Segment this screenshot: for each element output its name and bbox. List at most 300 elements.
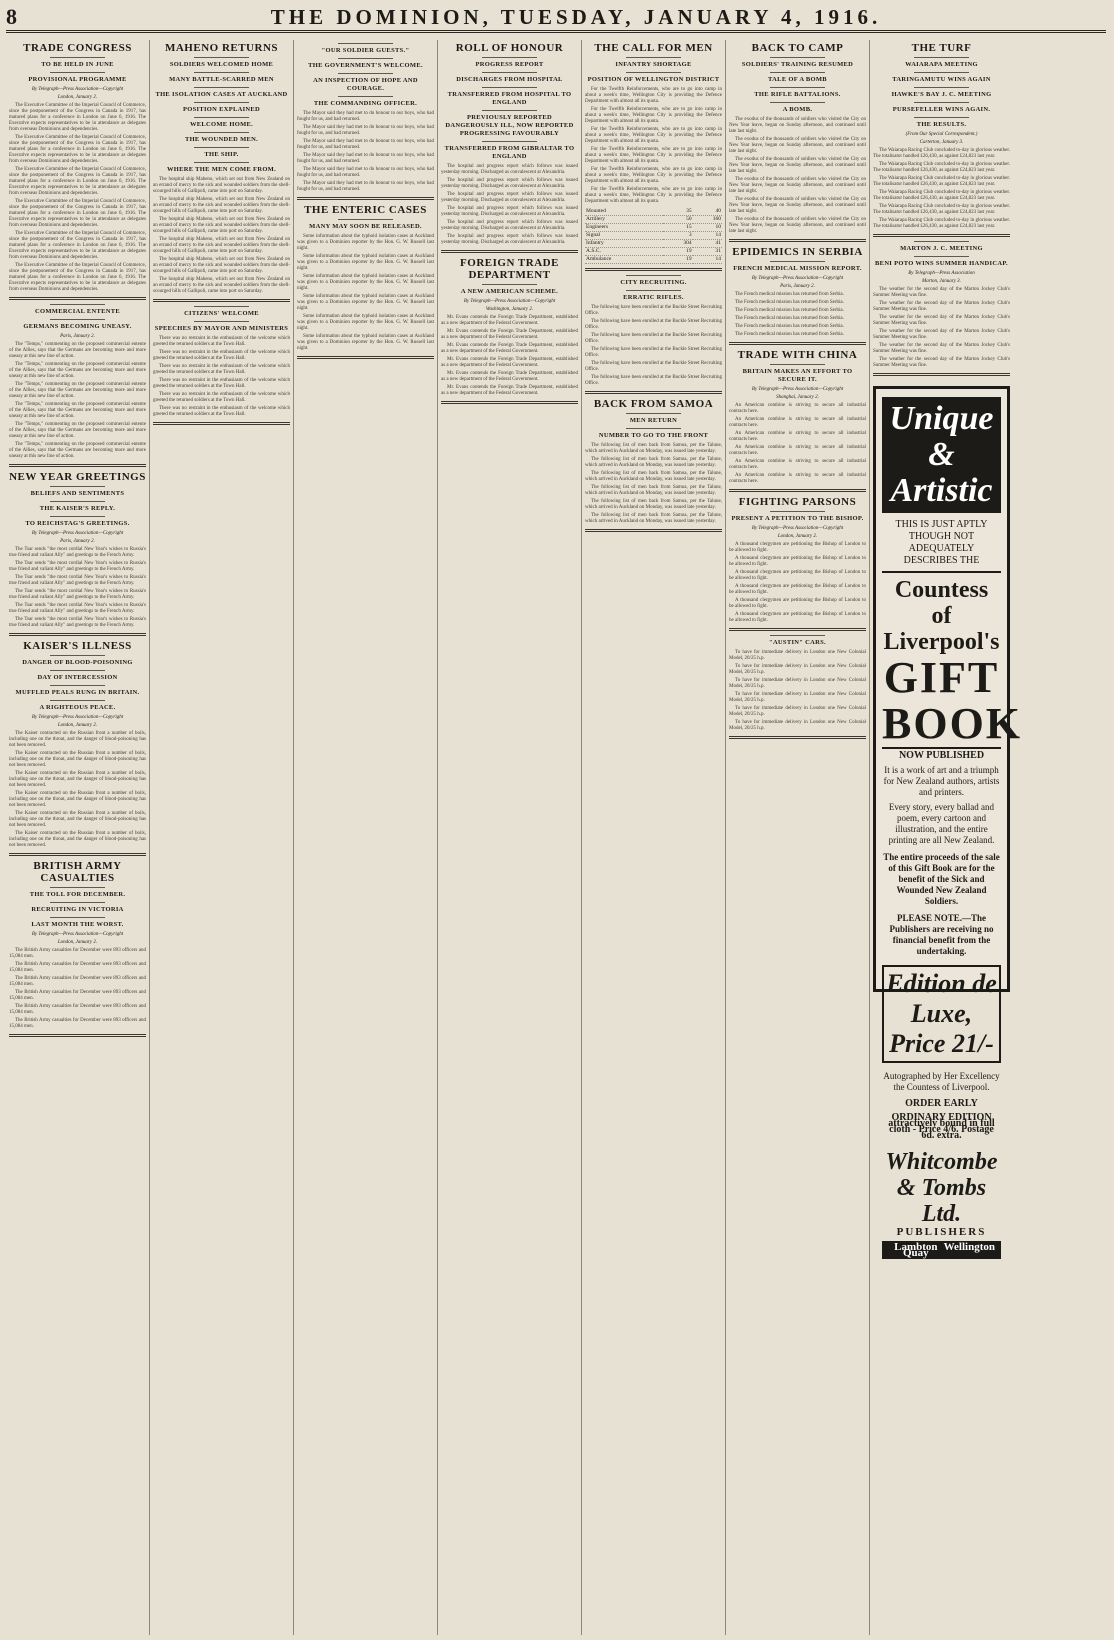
- article: [9, 304, 146, 460]
- divider-rule: [338, 219, 393, 220]
- article: [297, 43, 434, 193]
- article-subheading: COMMERCIAL ENTENTE: [34, 308, 121, 315]
- article-body: The Kaiser contracted on the Russian front a number of boils, including one on the throat, and the danger of blood-poisoning has not been removed.: [9, 731, 146, 748]
- article-subheading: A NEW AMERICAN SCHEME.: [460, 288, 559, 295]
- article-subheading: THE KAISER'S REPLY.: [39, 505, 116, 512]
- article-subheading: FRENCH MEDICAL MISSION REPORT.: [733, 265, 862, 272]
- article-body: The British Army casualties for December were 893 officers and 15,084 men.: [9, 1004, 146, 1015]
- article-subheading: HAWKE'S BAY J. C. MEETING: [891, 91, 992, 98]
- secured-value: 160: [693, 216, 722, 224]
- article-body: The French medical mission has returned from Serbia.: [735, 324, 844, 329]
- article-body: There was no restraint in the enthusiasm of the welcome which greeted the returned soldiers at the Town Hall.: [153, 336, 290, 347]
- article: [441, 257, 578, 397]
- divider-rule: [50, 887, 105, 888]
- article-subheading: DISCHARGES FROM HOSPITAL: [456, 76, 563, 83]
- article-heading: KAISER'S ILLNESS: [23, 640, 132, 652]
- article-body: The following have been enrolled at the Buckle Street Recruiting Office.: [585, 319, 722, 330]
- quota-row: [585, 224, 722, 232]
- section-divider: [9, 464, 146, 467]
- ad-text: Every story, every ballad and poem, every cartoon and illustration, and the entire printing are all New Zealand.: [888, 802, 995, 845]
- article-body: The following list of men back from Samoa, per the Talune, which arrived in Auckland on Monday, was issued late yesterday.: [585, 471, 722, 482]
- article: [9, 860, 146, 1030]
- byline: By Telegraph—Press Association—Copyright: [31, 87, 124, 92]
- column-5: [582, 40, 726, 1635]
- article-body: The "Temps," commenting on the proposed commercial entente of the Allies, says that the Germans are becoming more and more uneasy at this new line of action.: [9, 402, 146, 419]
- section-divider: [729, 342, 866, 345]
- dateline: Shanghai, January 2.: [776, 395, 819, 400]
- article-body: The Mayor said they had met to do honour to our boys, who had fought for us, and had returned.: [297, 181, 434, 192]
- article: [729, 246, 866, 338]
- article-subheading: ERRATIC RIFLES.: [623, 294, 684, 301]
- section-divider: [585, 391, 722, 394]
- section-divider: [297, 197, 434, 200]
- divider-rule: [482, 72, 537, 73]
- article-body: The following list of men back from Samoa, per the Talune, which arrived in Auckland on Monday, was issued late yesterday.: [585, 457, 722, 468]
- article-body: The Mayor said they had met to do honour to our boys, who had fought for us, and had returned.: [297, 125, 434, 136]
- article-body: The following list of men back from Samoa, per the Talune, which arrived in Auckland on Monday, was issued late yesterday.: [585, 485, 722, 496]
- article-body: The exodus of the thousands of soldiers who visited the City on New Year leave, began on Sunday afternoon, and continued until late last night.: [729, 177, 866, 194]
- article-body: A thousand clergymen are petitioning the Bishop of London to be allowed to fight.: [729, 612, 866, 623]
- article-body: The following list of men back from Samoa, per the Talune, which arrived in Auckland on Monday, was issued late yesterday.: [585, 513, 722, 524]
- article-subheading: NUMBER TO GO TO THE FRONT: [598, 432, 709, 439]
- article-subheading: BENI POTO WINS SUMMER HANDICAP.: [875, 260, 1008, 267]
- article-body: The hospital ship Maheno, which set out from New Zealand on an errand of mercy to the sick and wounded soldiers from the shell-scourged hills of Gallipoli, came into port on Saturday.: [153, 217, 290, 234]
- article-heading: MAHENO RETURNS: [164, 42, 279, 54]
- article-body: The weather for the second day of the Marton Jockey Club's Summer Meeting was fine.: [873, 329, 1010, 340]
- quota-row: [585, 256, 722, 264]
- article-body: The exodus of the thousands of soldiers who visited the City on New Year leave, began on Sunday afternoon, and continued until late last night.: [729, 217, 866, 234]
- article-body: The Executive Committee of the Imperial Council of Commerce, since the postponement of the Congress in Canada in 1917, has matured plans for a conference in London on June 6, 1916. The Executive expects representatives to be in attendance as delegates from overseas Dominions and dependencies.: [9, 135, 146, 164]
- divider-rule: [50, 670, 105, 671]
- article-body: The hospital and progress report which follows was issued yesterday morning. Discharged as convalescent at Alexandria.: [441, 192, 578, 203]
- divider-rule: [194, 117, 249, 118]
- quota-row: [585, 240, 722, 248]
- section-divider: [9, 297, 146, 300]
- article-body: Some information about the typhoid isolation cases at Auckland was given to a Dominion reporter by the Hon. G. W. Russell last night.: [297, 254, 434, 271]
- article-subheading: BRITAIN MAKES AN EFFORT TO SECURE IT.: [742, 368, 853, 383]
- article-subheading: INFANTRY SHORTAGE: [615, 61, 692, 68]
- article-body: There was no restraint in the enthusiasm of the welcome which greeted the returned soldiers at the Town Hall.: [153, 350, 290, 361]
- divider-rule: [50, 917, 105, 918]
- article-subheading: THE COMMANDING OFFICER.: [313, 100, 418, 107]
- section-divider: [585, 268, 722, 271]
- article-body: The Mayor said they had met to do honour to our boys, who had fought for us, and had returned.: [297, 111, 434, 122]
- byline: By Telegraph—Press Association—Copyright: [31, 531, 124, 536]
- divider-rule: [194, 72, 249, 73]
- divider-rule: [626, 72, 681, 73]
- divider-rule: [50, 685, 105, 686]
- article-body: The weather for the second day of the Marton Jockey Club's Summer Meeting was fine.: [873, 315, 1010, 326]
- divider-rule: [482, 87, 537, 88]
- article-body: The Executive Committee of the Imperial Council of Commerce, since the postponement of the Congress in Canada in 1917, has matured plans for a conference in London on June 6, 1916. The Executive expects representatives to be in attendance as delegates from overseas Dominions and dependencies.: [9, 199, 146, 228]
- article-subheading: TRANSFERRED FROM GIBRALTAR TO ENGLAND: [444, 145, 575, 160]
- article: [873, 241, 1010, 369]
- quota-value: 50: [663, 216, 692, 224]
- divider-rule: [770, 57, 825, 58]
- article-body: The Executive Committee of the Imperial Council of Commerce, since the postponement of the Congress in Canada in 1917, has matured plans for a conference in London on June 6, 1916. The Executive expects representatives to be in attendance as delegates from overseas Dominions and dependencies.: [9, 167, 146, 196]
- article-body: The French medical mission has returned from Serbia.: [735, 300, 844, 305]
- dateline: London, January 2.: [57, 940, 98, 945]
- quota-arm: Engineers: [585, 224, 663, 232]
- article-subheading: TO BE HELD IN JUNE: [41, 61, 114, 68]
- article-subheading: MEN RETURN: [629, 417, 678, 424]
- quota-arm: Infantry: [585, 240, 663, 248]
- article: [153, 306, 290, 418]
- dateline: Carterton, January 3.: [919, 140, 964, 145]
- article-subheading: SOLDIERS' TRAINING RESUMED: [741, 61, 854, 68]
- article-body: The hospital ship Maheno, which set out from New Zealand on an errand of mercy to the sick and wounded soldiers from the shell-scourged hills of Gallipoli, came into port on Saturday.: [153, 237, 290, 254]
- article-body: The hospital and progress report which follows was issued yesterday morning. Discharged as convalescent at Alexandria.: [441, 164, 578, 175]
- article-subheading: TARINGAMUTU WINS AGAIN: [892, 76, 991, 83]
- divider-rule: [482, 141, 537, 142]
- article-body: The exodus of the thousands of soldiers who visited the City on New Year leave, began on Sunday afternoon, and continued until late last night.: [729, 157, 866, 174]
- article-body: The hospital and progress report which follows was issued yesterday morning. Discharged as convalescent at Alexandria.: [441, 220, 578, 231]
- ad-title-line1: Countess of Liverpool's: [882, 571, 1001, 655]
- article-body: Some information about the typhoid isolation cases at Auckland was given to a Dominion reporter by the Hon. G. W. Russell last night.: [297, 234, 434, 251]
- article-body: The Tsar sends "the most cordial New Year's wishes to Russia's true friend and valiant Ally" and greetings to the French Army.: [9, 603, 146, 614]
- article-body: The following list of men back from Samoa, per the Talune, which arrived in Auckland on Monday, was issued late yesterday.: [585, 499, 722, 510]
- article-body: The British Army casualties for December were 893 officers and 15,084 men.: [9, 948, 146, 959]
- column-7: [870, 40, 1023, 1635]
- ad-headline: Unique & Artistic: [882, 397, 1001, 513]
- divider-rule: [626, 275, 681, 276]
- article-subheading: MARTON J. C. MEETING: [900, 245, 983, 252]
- byline: By Telegraph—Press Association—Copyright: [751, 526, 844, 531]
- quota-arm: A.S.C.: [585, 248, 663, 256]
- article-body: The Waiarapa Racing Club concluded to-day in glorious weather. The totalisator handled £26,430, as against £24,823 last year.: [873, 162, 1010, 173]
- article-body: The French medical mission has returned from Serbia.: [735, 332, 844, 337]
- column-6: [726, 40, 870, 1635]
- article-subheading: THE SHIP.: [204, 151, 239, 158]
- divider-rule: [50, 902, 105, 903]
- article-subheading: POSITION EXPLAINED: [182, 106, 261, 113]
- article-subheading: PROGRESS REPORT: [475, 61, 544, 68]
- article-heading: EPIDEMICS IN SERBIA: [732, 246, 863, 258]
- article-subheading: MANY BATTLE-SCARRED MEN: [169, 76, 274, 83]
- article-body: The Kaiser contracted on the Russian front a number of boils, including one on the throat, and the danger of blood-poisoning has not been removed.: [9, 751, 146, 768]
- article-body: Mr. Evans contends the Foreign Trade Department, established as a new department of the Federal Government.: [441, 357, 578, 368]
- article: [729, 496, 866, 624]
- ad-notice: PLEASE NOTE.—The Publishers are receiving no financial benefit from the undertaking.: [889, 913, 994, 956]
- divider-rule: [482, 110, 537, 111]
- article-subheading: THE TOLL FOR DECEMBER.: [29, 891, 126, 898]
- section-divider: [585, 529, 722, 532]
- dateline: Paris, January 2.: [780, 284, 815, 289]
- article-body: A thousand clergymen are petitioning the Bishop of London to be allowed to fight.: [729, 542, 866, 553]
- article: [585, 275, 722, 387]
- article-body: The British Army casualties for December were 893 officers and 15,084 men.: [9, 962, 146, 973]
- quota-arm: Mounted: [585, 208, 663, 216]
- article-subheading: WAIARAPA MEETING: [905, 61, 978, 68]
- article-body: The Executive Committee of the Imperial Council of Commerce, since the postponement of the Congress in Canada in 1917, has matured plans for a conference in London on June 6, 1916. The Executive expects representatives to be in attendance as delegates from overseas Dominions and dependencies.: [9, 231, 146, 260]
- divider-rule: [914, 117, 969, 118]
- quota-value: 19: [663, 248, 692, 256]
- article-body: There was no restraint in the enthusiasm of the welcome which greeted the returned soldiers at the Town Hall.: [153, 378, 290, 389]
- divider-rule: [50, 516, 105, 517]
- divider-rule: [50, 72, 105, 73]
- divider-rule: [914, 102, 969, 103]
- article-body: The Tsar sends "the most cordial New Year's wishes to Russia's true friend and valiant Ally" and greetings to the French Army.: [9, 617, 146, 628]
- article-subheading: CITY RECRUITING.: [620, 279, 687, 286]
- divider-rule: [194, 132, 249, 133]
- section-divider: [873, 234, 1010, 237]
- divider-rule: [770, 635, 825, 636]
- section-divider: [153, 422, 290, 425]
- article-body: The Mayor said they had met to do honour to our boys, who had fought for us, and had returned.: [297, 167, 434, 178]
- article-subheading: THE RESULTS.: [916, 121, 967, 128]
- secured-value: 40: [693, 208, 722, 216]
- article-body: The French medical mission has returned from Serbia.: [735, 292, 844, 297]
- article-body: For the Twelfth Reinforcements, who are to go into camp in about a week's time, Wellington City is providing the Defence Department with almost all its quota.: [585, 167, 722, 184]
- divider-rule: [626, 413, 681, 414]
- article-body: For the Twelfth Reinforcements, who are to go into camp in about a week's time, Wellington City is providing the Defence Department with almost all its quota.: [585, 107, 722, 124]
- masthead-title: THE DOMINION, TUESDAY, JANUARY 4, 1916.: [270, 4, 882, 29]
- section-divider: [729, 736, 866, 739]
- quota-arm: Ambulance: [585, 256, 663, 264]
- divider-rule: [482, 57, 537, 58]
- article-body: The "Temps," commenting on the proposed commercial entente of the Allies, says that the Germans are becoming more and more uneasy at this new line of action.: [9, 422, 146, 439]
- article-body: The "Temps," commenting on the proposed commercial entente of the Allies, says that the Germans are becoming more and more uneasy at this new line of action.: [9, 442, 146, 459]
- article-body: Mr. Evans contends the Foreign Trade Department, established as a new department of the Federal Government.: [441, 371, 578, 382]
- section-divider: [729, 239, 866, 242]
- ad-address-right: Wellington: [943, 1241, 995, 1253]
- section-divider: [873, 373, 1010, 376]
- masthead: [6, 4, 1106, 33]
- article: [153, 42, 290, 295]
- article-subheading: LAST MONTH THE WORST.: [31, 921, 124, 928]
- article-body: The British Army casualties for December were 893 officers and 15,084 men.: [9, 990, 146, 1001]
- article-body: The French medical mission has returned from Serbia.: [735, 316, 844, 321]
- article-heading: THE CALL FOR MEN: [594, 42, 713, 54]
- divider-rule: [626, 57, 681, 58]
- divider-rule: [914, 256, 969, 257]
- quota-row: [585, 208, 722, 216]
- article-body: The Tsar sends "the most cordial New Year's wishes to Russia's true friend and valiant Ally" and greetings to the French Army.: [9, 575, 146, 586]
- article-body: The British Army casualties for December were 893 officers and 15,084 men.: [9, 976, 146, 987]
- secured-value: 14: [693, 232, 722, 240]
- article-heading: TRADE WITH CHINA: [737, 349, 858, 361]
- section-divider: [9, 853, 146, 856]
- article-heading: BACK TO CAMP: [751, 42, 844, 54]
- article-body: For the Twelfth Reinforcements, who are to go into camp in about a week's time, Wellington City is providing the Defence Department with almost all its quota.: [585, 147, 722, 164]
- divider-rule: [338, 96, 393, 97]
- divider-rule: [194, 147, 249, 148]
- article-subheading: TO REICHSTAG'S GREETINGS.: [25, 520, 130, 527]
- article-subheading: DANGER OF BLOOD-POISONING: [22, 659, 133, 666]
- article-body: For the Twelfth Reinforcements, who are to go into camp in about a week's time, Wellington City is providing the Defence Department with almost all its quota.: [585, 127, 722, 144]
- section-divider: [9, 633, 146, 636]
- article-heading: TRADE CONGRESS: [23, 42, 132, 54]
- article-body: A thousand clergymen are petitioning the Bishop of London to be allowed to fight.: [729, 598, 866, 609]
- byline: By Telegraph—Press Association—Copyright: [31, 932, 124, 937]
- article-body: The Executive Committee of the Imperial Council of Commerce, since the postponement of the Congress in Canada in 1917, has matured plans for a conference in London on June 6, 1916. The Executive expects representatives to be in attendance as delegates from overseas Dominions and dependencies.: [9, 103, 146, 132]
- ad-publisher-sub: PUBLISHERS: [896, 1226, 987, 1238]
- article-body: An American combine is striving to secure all industrial contracts here.: [729, 445, 866, 456]
- divider-rule: [50, 501, 105, 502]
- article-body: The Tsar sends "the most cordial New Year's wishes to Russia's true friend and valiant Ally" and greetings to the French Army.: [9, 561, 146, 572]
- article-heading: FOREIGN TRADE DEPARTMENT: [460, 257, 559, 281]
- dateline: Marton, January 3.: [922, 279, 961, 284]
- article-body: The following have been enrolled at the Buckle Street Recruiting Office.: [585, 375, 722, 386]
- divider-rule: [770, 511, 825, 512]
- article-body: The British Army casualties for December were 893 officers and 15,084 men.: [9, 1018, 146, 1029]
- article-body: There was no restraint in the enthusiasm of the welcome which greeted the returned soldiers at the Town Hall.: [153, 406, 290, 417]
- divider-rule: [50, 700, 105, 701]
- divider-rule: [50, 319, 105, 320]
- article-body: An American combine is striving to secure all industrial contracts here.: [729, 473, 866, 484]
- article-body: Mr. Evans contends the Foreign Trade Department, established as a new department of the Federal Government.: [441, 343, 578, 354]
- article-body: To have for immediate delivery in London one New Colonial Model, 20/25 h.p.: [729, 678, 866, 689]
- quota-row: [585, 232, 722, 240]
- article-subheading: THE WOUNDED MEN.: [184, 136, 259, 143]
- article-body: The Kaiser contracted on the Russian front a number of boils, including one on the throat, and the danger of blood-poisoning has not been removed.: [9, 791, 146, 808]
- divider-rule: [50, 304, 105, 305]
- ad-text: It is a work of art and a triumph for New Zealand authors, artists and printers.: [883, 765, 1000, 797]
- article-subheading: A BOMB.: [782, 106, 813, 113]
- article: [9, 471, 146, 629]
- byline: By Telegraph—Press Association—Copyright: [31, 715, 124, 720]
- article-body: The hospital ship Maheno, which set out from New Zealand on an errand of mercy to the sick and wounded soldiers from the shell-scourged hills of Gallipoli, came into port on Saturday.: [153, 197, 290, 214]
- ad-now-published: NOW PUBLISHED: [898, 750, 985, 761]
- quota-value: 3: [663, 232, 692, 240]
- article-subheading: PURSEFELLER WINS AGAIN.: [892, 106, 991, 113]
- byline: By Telegraph—Press Association—Copyright: [463, 299, 556, 304]
- article-body: A thousand clergymen are petitioning the Bishop of London to be allowed to fight.: [729, 584, 866, 595]
- article: [729, 635, 866, 732]
- article-body: The hospital ship Maheno, which set out from New Zealand on an errand of mercy to the sick and wounded soldiers from the shell-scourged hills of Gallipoli, came into port on Saturday.: [153, 177, 290, 194]
- section-divider: [441, 250, 578, 253]
- secured-value: 31: [693, 248, 722, 256]
- column-2: [150, 40, 294, 1635]
- divider-rule: [770, 102, 825, 103]
- article: [9, 640, 146, 849]
- divider-rule: [770, 87, 825, 88]
- article-body: The exodus of the thousands of soldiers who visited the City on New Year leave, began on Sunday afternoon, and continued until late last night.: [729, 137, 866, 154]
- article-body: An American combine is striving to secure all industrial contracts here.: [729, 403, 866, 414]
- divider-rule: [626, 290, 681, 291]
- article-body: The Waiarapa Racing Club concluded to-day in glorious weather. The totalisator handled £26,430, as against £24,823 last year.: [873, 190, 1010, 201]
- article: [729, 42, 866, 235]
- divider-rule: [770, 364, 825, 365]
- article-subheading: DAY OF INTERCESSION: [37, 674, 118, 681]
- divider-rule: [914, 57, 969, 58]
- article-body: The Tsar sends "the most cordial New Year's wishes to Russia's true friend and valiant Ally" and greetings to the French Army.: [9, 547, 146, 558]
- section-divider: [441, 401, 578, 404]
- article: [585, 398, 722, 525]
- article-subheading: PRESENT A PETITION TO THE BISHOP.: [731, 515, 864, 522]
- article-body: The following have been enrolled at the Buckle Street Recruiting Office.: [585, 347, 722, 358]
- divider-rule: [482, 284, 537, 285]
- article-subheading: TALE OF A BOMB: [768, 76, 827, 83]
- article-body: The following have been enrolled at the Buckle Street Recruiting Office.: [585, 361, 722, 372]
- article-body: The "Temps," commenting on the proposed commercial entente of the Allies, says that the Germans are becoming more and more uneasy at this new line of action.: [9, 342, 146, 359]
- article-subheading: BELIEFS AND SENTIMENTS: [30, 490, 125, 497]
- divider-rule: [914, 87, 969, 88]
- section-divider: [729, 628, 866, 631]
- article-body: The Waiarapa Racing Club concluded to-day in glorious weather. The totalisator handled £26,430, as against £24,823 last year.: [873, 176, 1010, 187]
- article-body: The following have been enrolled at the Buckle Street Recruiting Office.: [585, 333, 722, 344]
- article: [729, 349, 866, 485]
- article-subheading: THE RIFLE BATTALIONS.: [754, 91, 841, 98]
- article-body: The Kaiser contracted on the Russian front a number of boils, including one on the throat, and the danger of blood-poisoning has not been removed.: [9, 831, 146, 848]
- article-heading: THE ENTERIC CASES: [304, 204, 427, 216]
- column-3: [294, 40, 438, 1635]
- divider-rule: [338, 58, 393, 59]
- article-body: To have for immediate delivery in London one New Colonial Model, 20/25 h.p.: [729, 664, 866, 675]
- article-body: To have for immediate delivery in London one New Colonial Model, 20/25 h.p.: [729, 692, 866, 703]
- ad-title-line2: GIFT BOOK: [882, 653, 1023, 748]
- article-body: The Kaiser contracted on the Russian front a number of boils, including one on the throat, and the danger of blood-poisoning has not been removed.: [9, 811, 146, 828]
- divider-rule: [194, 57, 249, 58]
- article-heading: ROLL OF HONOUR: [455, 42, 564, 54]
- article-body: Some information about the typhoid isolation cases at Auckland was given to a Dominion reporter by the Hon. G. W. Russell last night.: [297, 334, 434, 351]
- ad-address-left: Lambton Quay: [894, 1241, 938, 1259]
- ad-ordinary-edition: ORDINARY EDITION attractively bound in full cloth - Price 4/6. Postage 6d. extra.: [888, 1112, 995, 1141]
- article-body: The weather for the second day of the Marton Jockey Club's Summer Meeting was fine.: [873, 343, 1010, 354]
- article: [297, 204, 434, 352]
- ad-edition-price: Edition de Luxe, Price 21/-: [882, 965, 1001, 1063]
- article-body: The exodus of the thousands of soldiers who visited the City on New Year leave, began on Sunday afternoon, and continued until late last night.: [729, 197, 866, 214]
- divider-rule: [338, 43, 393, 44]
- byline: By Telegraph—Press Association—Copyright: [751, 387, 844, 392]
- article-body: The following list of men back from Samoa, per the Talune, which arrived in Auckland on Monday, was issued late yesterday.: [585, 443, 722, 454]
- section-divider: [153, 299, 290, 302]
- byline: By Telegraph—Press Association—Copyright: [751, 276, 844, 281]
- divider-rule: [770, 261, 825, 262]
- article-body: The "Temps," commenting on the proposed commercial entente of the Allies, says that the Germans are becoming more and more uneasy at this new line of action.: [9, 382, 146, 399]
- page-number: 8: [6, 4, 17, 29]
- ad-edition-note: Autographed by Her Excellency the Countess of Liverpool.: [883, 1071, 1000, 1092]
- quota-value: 19: [663, 256, 692, 264]
- article-subheading: THE GOVERNMENT'S WELCOME.: [308, 62, 423, 69]
- gift-book-advertisement: [873, 386, 1023, 1259]
- article-heading: NEW YEAR GREETINGS: [9, 471, 146, 483]
- article-subheading: TRANSFERRED FROM HOSPITAL TO ENGLAND: [447, 91, 572, 106]
- article-body: Some information about the typhoid isolation cases at Auckland was given to a Dominion reporter by the Hon. G. W. Russell last night.: [297, 314, 434, 331]
- article-subheading: MUFFLED PEALS RUNG IN BRITAIN.: [15, 689, 140, 696]
- section-divider: [729, 489, 866, 492]
- article-body: To have for immediate delivery in London one New Colonial Model, 20/25 h.p.: [729, 720, 866, 731]
- article-body: The Mayor said they had met to do honour to our boys, who had fought for us, and had returned.: [297, 139, 434, 150]
- article-body: The following have been enrolled at the Buckle Street Recruiting Office.: [585, 305, 722, 316]
- article-body: The hospital and progress report which follows was issued yesterday morning. Discharged as convalescent at Alexandria.: [441, 234, 578, 245]
- article-heading: FIGHTING PARSONS: [738, 496, 857, 508]
- article-body: Mr. Evans contends the Foreign Trade Department, established as a new department of the Federal Government.: [441, 329, 578, 340]
- dateline: London, January 2.: [57, 723, 98, 728]
- article-body: The "Temps," commenting on the proposed commercial entente of the Allies, says that the Germans are becoming more and more uneasy at this new line of action.: [9, 362, 146, 379]
- quota-value: 35: [663, 208, 692, 216]
- article-subheading: PREVIOUSLY REPORTED DANGEROUSLY ILL, NOW REPORTED PROGRESSING FAVOURABLY: [445, 114, 574, 137]
- article-body: The Waiarapa Racing Club concluded to-day in glorious weather. The totalisator handled £26,430, as against £24,823 last year.: [873, 204, 1010, 215]
- secured-value: 14: [693, 256, 722, 264]
- article-subheading: WHERE THE MEN COME FROM.: [166, 166, 277, 173]
- ad-tagline: THIS IS JUST APTLY THOUGH NOT ADEQUATELY DESCRIBES THE: [895, 519, 988, 566]
- article-body: An American combine is striving to secure all industrial contracts here.: [729, 431, 866, 442]
- divider-rule: [50, 486, 105, 487]
- quota-row: [585, 216, 722, 224]
- article-body: The Executive Committee of the Imperial Council of Commerce, since the postponement of the Congress in Canada in 1917, has matured plans for a conference in London on June 6, 1916. The Executive expects representatives to be in attendance as delegates from overseas Dominions and dependencies.: [9, 263, 146, 292]
- quota-value: 304: [663, 240, 692, 248]
- article-body: The Tsar sends "the most cordial New Year's wishes to Russia's true friend and valiant Ally" and greetings to the French Army.: [9, 589, 146, 600]
- quota-value: 15: [663, 224, 692, 232]
- article-heading: THE TURF: [911, 42, 972, 54]
- article-body: A thousand clergymen are petitioning the Bishop of London to be allowed to fight.: [729, 556, 866, 567]
- divider-rule: [194, 321, 249, 322]
- article-subheading: PROVISIONAL PROGRAMME: [28, 76, 127, 83]
- divider-rule: [50, 655, 105, 656]
- article-subheading: THE ISOLATION CASES AT AUCKLAND: [155, 91, 288, 98]
- divider-rule: [194, 162, 249, 163]
